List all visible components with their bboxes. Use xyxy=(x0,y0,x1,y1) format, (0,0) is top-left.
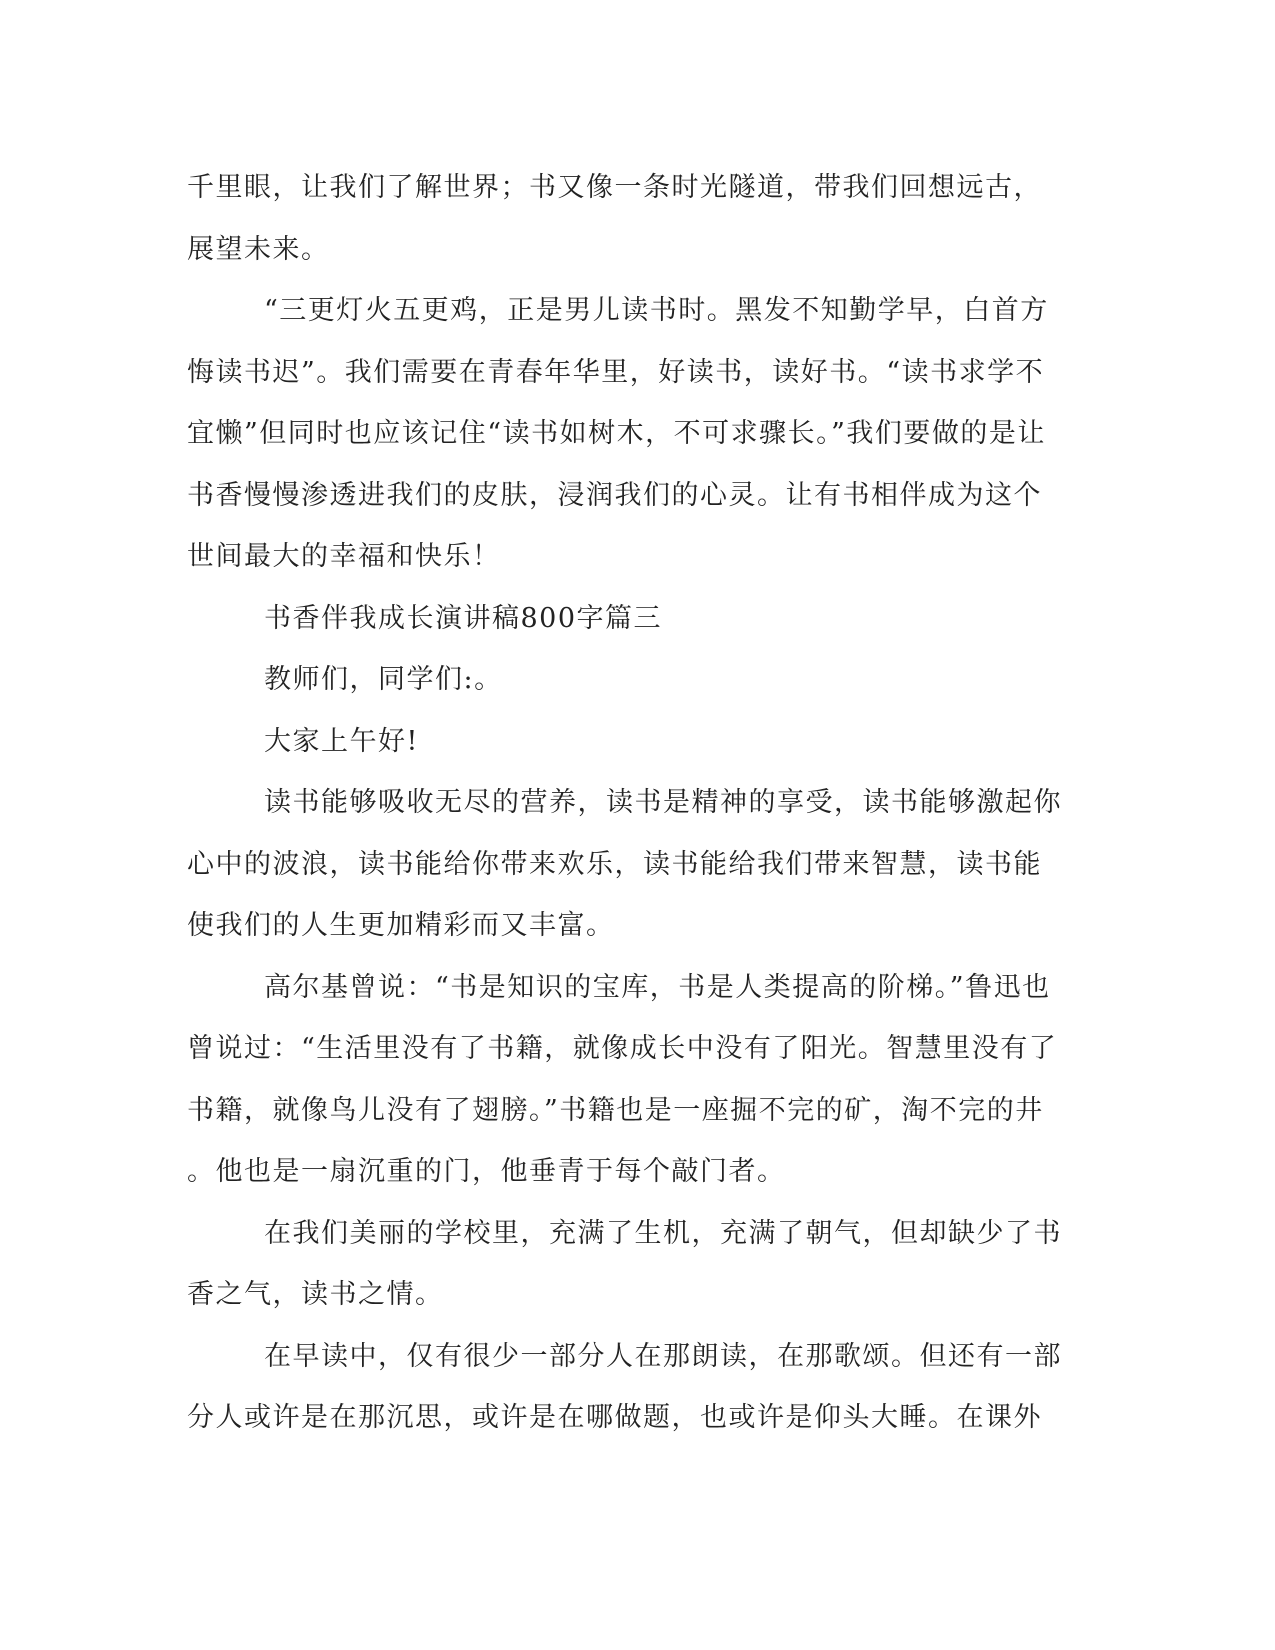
text-line: 悔读书迟”。我们需要在青春年华里，好读书，读好书。“读书求学不 xyxy=(187,356,1045,388)
text-line: 高尔基曾说：“书是知识的宝库，书是人类提高的阶梯。”鲁迅也 xyxy=(264,971,1051,1003)
text-line: 千里眼，让我们了解世界；书又像一条时光隧道，带我们回想远古， xyxy=(187,172,1042,203)
text-line: 读书能够吸收无尽的营养，读书是精神的享受，读书能够激起你 xyxy=(264,787,1062,818)
text-line: 香之气，读书之情。 xyxy=(187,1279,444,1310)
greeting: 大家上午好! xyxy=(264,725,419,757)
text-line: 心中的波浪，读书能给你带来欢乐，读书能给我们带来智慧，读书能 xyxy=(187,848,1042,880)
text-line: 展望未来。 xyxy=(187,233,330,265)
text-line: “三更灯火五更鸡，正是男儿读书时。黑发不知勤学早，白首方 xyxy=(264,295,1049,326)
text-line: 世间最大的幸福和快乐！ xyxy=(187,541,501,572)
text-line: 分人或许是在那沉思，或许是在哪做题，也或许是仰头大睡。在课外 xyxy=(187,1402,1042,1433)
text-line: 使我们的人生更加精彩而又丰富。 xyxy=(187,910,615,941)
salutation: 教师们，同学们:。 xyxy=(264,664,503,695)
text-line: 曾说过：“生活里没有了书籍，就像成长中没有了阳光。智慧里没有了 xyxy=(187,1033,1058,1064)
text-line: 书香慢慢渗透进我们的皮肤，浸润我们的心灵。让有书相伴成为这个 xyxy=(187,479,1042,511)
text-line: 宜懒”但同时也应该记住“读书如树木，不可求骤长。”我们要做的是让 xyxy=(187,418,1046,449)
text-line: 在早读中，仅有很少一部分人在那朗读，在那歌颂。但还有一部 xyxy=(264,1340,1062,1372)
text-line: 书籍，就像鸟儿没有了翅膀。”书籍也是一座掘不完的矿，淘不完的井 xyxy=(187,1094,1044,1126)
text-line: 。他也是一扇沉重的门，他垂青于每个敲门者。 xyxy=(187,1156,786,1187)
document-body xyxy=(187,157,1067,1449)
text-line: 在我们美丽的学校里，充满了生机，充满了朝气，但却缺少了书 xyxy=(264,1217,1062,1249)
section-heading: 书香伴我成长演讲稿800字篇三 xyxy=(264,602,663,634)
